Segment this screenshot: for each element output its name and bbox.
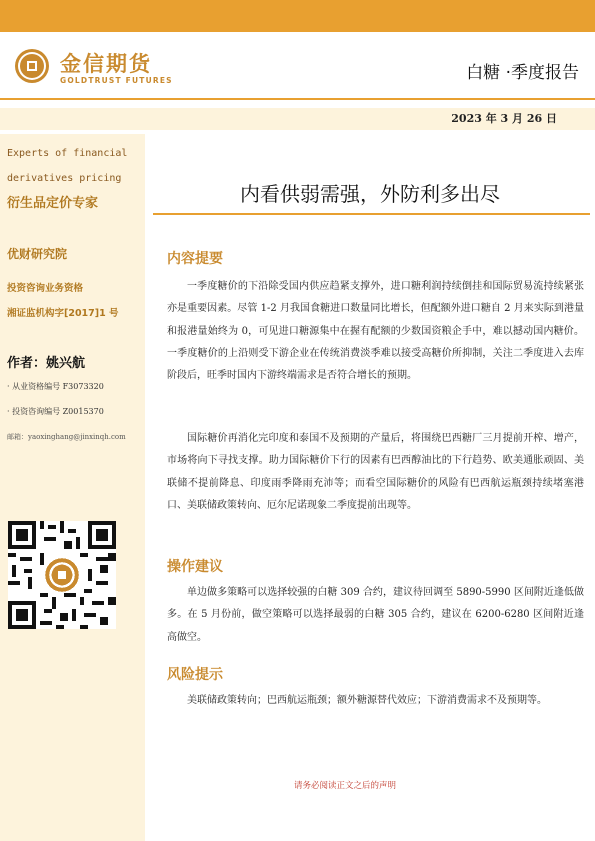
coin-logo-icon (14, 48, 50, 84)
header-divider (0, 98, 595, 100)
section-heading-risk: 风险提示 (167, 667, 223, 683)
risk-paragraph: 美联储政策转向；巴西航运瓶颈；额外糖源替代效应；下游消费需求不及预期等。 (187, 695, 547, 706)
qualification-line1: 投资咨询业务资格 (7, 283, 84, 294)
brand-name-en: GOLDTRUST FUTURES (60, 76, 173, 85)
summary-paragraph-1: 一季度糖价的下沿除受国内供应趋紧支撑外，进口糖利润持续倒挂和国际贸易流持续紧张亦是重要因素。尽管 1-2 月我国食糖进口数量同比增长，但配额外进口糖自 2 月来实际到港量和报港量始终为 0，可见进口糖源集中在握有配额的少数国资粮企手中，难以撼动国内糖价。一季度糖价的上沿则受下游企业在传统消费淡季难以接受高糖价所抑制，关注二季度进入去库阶段后，旺季时国内下游终端需求是否符合增长的预期。 (167, 281, 584, 382)
summary-paragraph-2: 国际糖价再消化完印度和泰国不及预期的产量后，将围绕巴西糖厂三月提前开榨、增产，市场将向下寻找支撑。助力国际糖价下行的因素有巴西醇油比的下行趋势、欧美通胀顽固、美联储不提前降息、印度雨季降雨充沛等；而看空国际糖价的风险有巴西航运瓶颈持续堵塞港口、美联储政策转向、厄尔尼诺现象二季度提前出现等。 (167, 433, 584, 511)
strategy-paragraph: 单边做多策略可以选择较强的白糖 309 合约，建议待回调至 5890-5990 区间附近逢低做多。在 5 月份前，做空策略可以选择最弱的白糖 305 合约，建议在 6200-6280 区间附近逢高做空。 (167, 587, 584, 643)
top-accent-bar (0, 0, 595, 32)
slogan-cn: 衍生品定价专家 (7, 196, 99, 211)
section-heading-summary: 内容提要 (167, 251, 223, 267)
institute-name: 优财研究院 (7, 247, 68, 261)
qualification-line2: 湘证监机构字[2017]1 号 (7, 308, 119, 319)
section-heading-strategy: 操作建议 (167, 559, 223, 575)
slogan-en-line2: derivatives pricing (7, 173, 122, 184)
author-name: 作者：姚兴航 (7, 356, 86, 371)
license-number-1: · 从业资格编号 F3073320 (7, 382, 104, 391)
brand-name-cn: 金信期货 (60, 52, 152, 76)
sidebar (0, 134, 145, 841)
license-number-2: · 投资咨询编号 Z0015370 (7, 407, 104, 416)
company-logo (14, 48, 174, 92)
report-date: 2023 年 3 月 26 日 (451, 112, 557, 125)
slogan-en-line1: Experts of financial (7, 148, 128, 159)
report-type: 白糖 ·季度报告 (466, 63, 579, 83)
qr-code-icon[interactable] (8, 521, 116, 629)
report-title: 内看供弱需强，外防利多出尽 (240, 182, 500, 206)
title-divider (153, 213, 590, 215)
disclaimer-notice[interactable]: 请务必阅读正文之后的声明 (293, 781, 396, 791)
author-email: 邮箱：yaoxinghang@jinxinqh.com (7, 433, 126, 441)
